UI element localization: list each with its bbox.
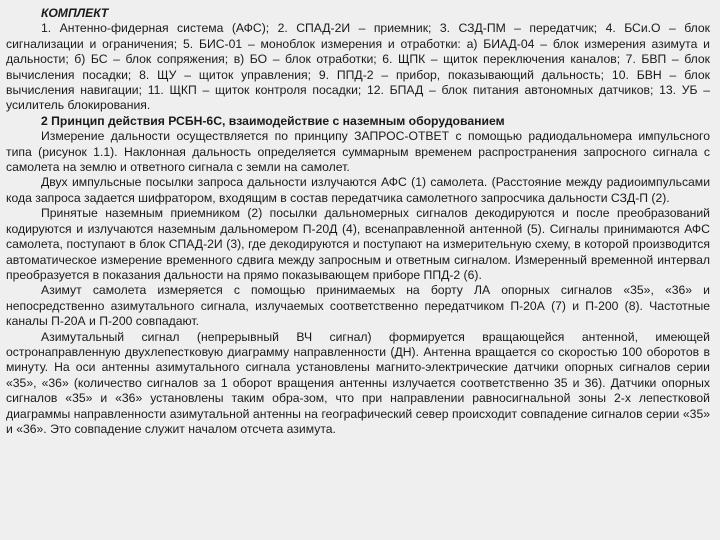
paragraph-azimuth: Азимут самолета измеряется с помощью принимаемых на борту ЛА опорных сигналов «35», «36» и непосредственно азимутального сигнала, излучаемых соответственно передатчиком П-20А (7) и П-200 (8). Частотные каналы П-20А и П-200 совпадают. — [6, 283, 710, 329]
paragraph-query-pulses: Двух импульсные посылки запроса дальности излучаются АФС (1) самолета. (Расстояние между радиоимпульсами кода запроса задается шифратором, входящим в состав передатчика самолетного запросчика дальности СЗД-П (2). — [6, 175, 710, 205]
paragraph-ground-receiver: Принятые наземным приемником (2) посылки дальномерных сигналов декодируются и после преобразований кодируются и излучаются наземным дальномером П-20Д (4), всенаправленной антенной (5). Сигналы принимаются АФС самолета, поступают в блок СПАД-2И (3), где декодируются и поступают на измерительную схему, в которой производится автоматическое измерение временного сдвига между запросным и ответным сигналом. Измеренный временной интервал преобразуется в показания дальности на прямо показывающем приборе ППД-2 (6). — [6, 206, 710, 282]
komplekt-list: 1. Антенно-фидерная система (АФС); 2. СПАД-2И – приемник; 3. СЗД-ПМ – передатчик; 4. БСи.О – блок сигнализации и ограничения; 5. БИС-01 – моноблок измерения и отработки: а) БИАД-04 – блок измерения азимута и дальности; б) БС – блок сопряжения; в) БО – блок отработки; 6. ЩПК – щиток переключения каналов; 7. БВП – блок вычисления посадки; 8. ЩУ – щиток управления; 9. ППД-2 – прибор, показывающий дальность; 10. БВН – блок вычисления навигации; 11. ЩКП – щиток контроля посадки; 12. БПАД – блок питания автономных датчиков; 13. УБ – усилитель блокирования. — [6, 21, 710, 113]
paragraph-range-measurement: Измерение дальности осуществляется по принципу ЗАПРОС-ОТВЕТ с помощью радиодальномера импульсного типа (рисунок 1.1). Наклонная дальность определяется суммарным временем распространения запросного сигнала с самолета на землю и ответного сигнала с земли на самолет. — [6, 129, 710, 175]
paragraph-azimuth-signal: Азимутальный сигнал (непрерывный ВЧ сигнал) формируется вращающейся антенной, имеющей остронаправленную двухлепестковую диаграмму направленности (ДН). Антенна вращается со скоростью 100 оборотов в минуту. На оси антенны азимутального сигнала установлены магнито-электрические датчики опорных сигналов серии «35», «36» (количество сигналов за 1 оборот вращения антенны излучается соответственно 35 и 36). Датчики опорных сигналов «35» и «36» установлены таким обра-зом, что при направлении равносигнальной зоны 2-х лепестковой диаграммы направленности азимутальной антенны на географический север происходит совпадение сигналов серии «35» и «36». Это совпадение служит началом отсчета азимута. — [6, 329, 710, 436]
section-heading: 2 Принцип действия РСБН-6С, взаимодействие с наземным оборудованием — [41, 113, 505, 128]
komplekt-heading: КОМПЛЕКТ — [41, 6, 109, 20]
